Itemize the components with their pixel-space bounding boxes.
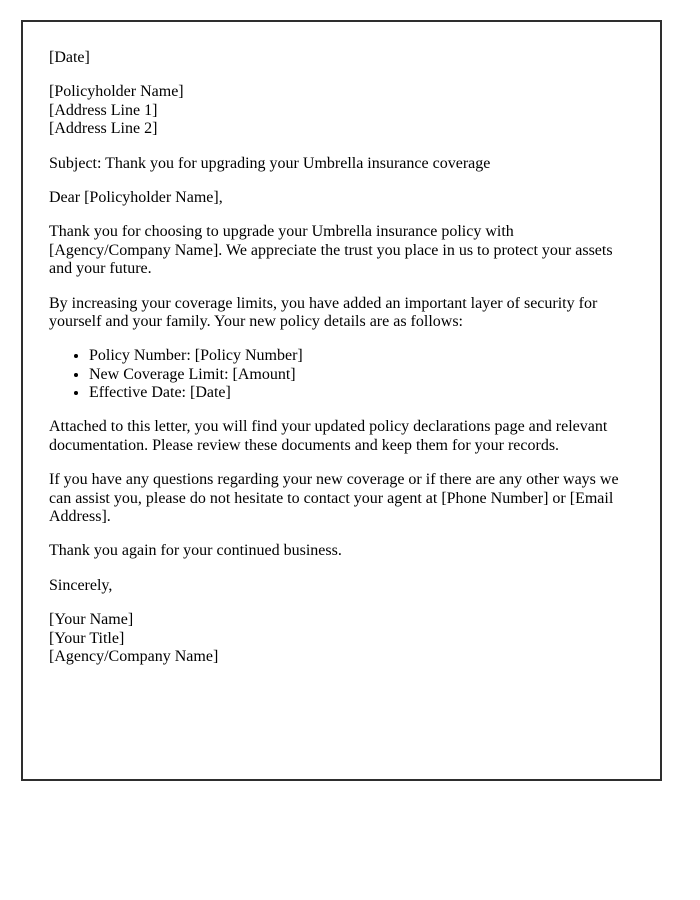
body-paragraph-intro: Thank you for choosing to upgrade your Umbrella insurance policy with [Agency/Company Name]. We appreciate the trust you place in us to protect your assets and your future. (49, 223, 613, 278)
body-paragraph-details-intro: By increasing your coverage limits, you have added an important layer of security for yourself and your family. Your new policy details are as follows: (49, 294, 598, 330)
signature-name: [Your Name] (49, 611, 134, 629)
policy-detail-item-effective-date: • Effective Date: [Date] (89, 384, 630, 402)
recipient-name: [Policyholder Name] (49, 83, 184, 101)
recipient-address-line-2: [Address Line 2] (49, 120, 158, 138)
letter-document (21, 20, 662, 781)
subject-line: Subject: Thank you for upgrading your Umbrella insurance coverage (49, 154, 491, 172)
recipient-address-line-1: [Address Line 1] (49, 101, 158, 119)
body-paragraph-thanks: Thank you again for your continued business. (49, 542, 342, 560)
recipient-block (49, 83, 630, 138)
date-line: [Date] (49, 49, 90, 66)
policy-detail-item-coverage-limit: • New Coverage Limit: [Amount] (89, 366, 630, 384)
signature-company: [Agency/Company Name] (49, 647, 219, 665)
closing: Sincerely, (49, 576, 113, 594)
body-paragraph-contact: If you have any questions regarding your new coverage or if there are any other ways we can assist you, please do not hesitate to contact your agent at [Phone Number] or [Email Address]. (49, 471, 619, 526)
signature-title: [Your Title] (49, 629, 125, 647)
body-paragraph-attachments: Attached to this letter, you will find your updated policy declarations page and relevant documentation. Please review these documents and keep them for your records. (49, 418, 608, 454)
policy-details-list (49, 347, 630, 402)
signature-block (49, 611, 630, 666)
salutation: Dear [Policyholder Name], (49, 188, 223, 206)
policy-detail-item-policy-number: • Policy Number: [Policy Number] (89, 347, 630, 365)
